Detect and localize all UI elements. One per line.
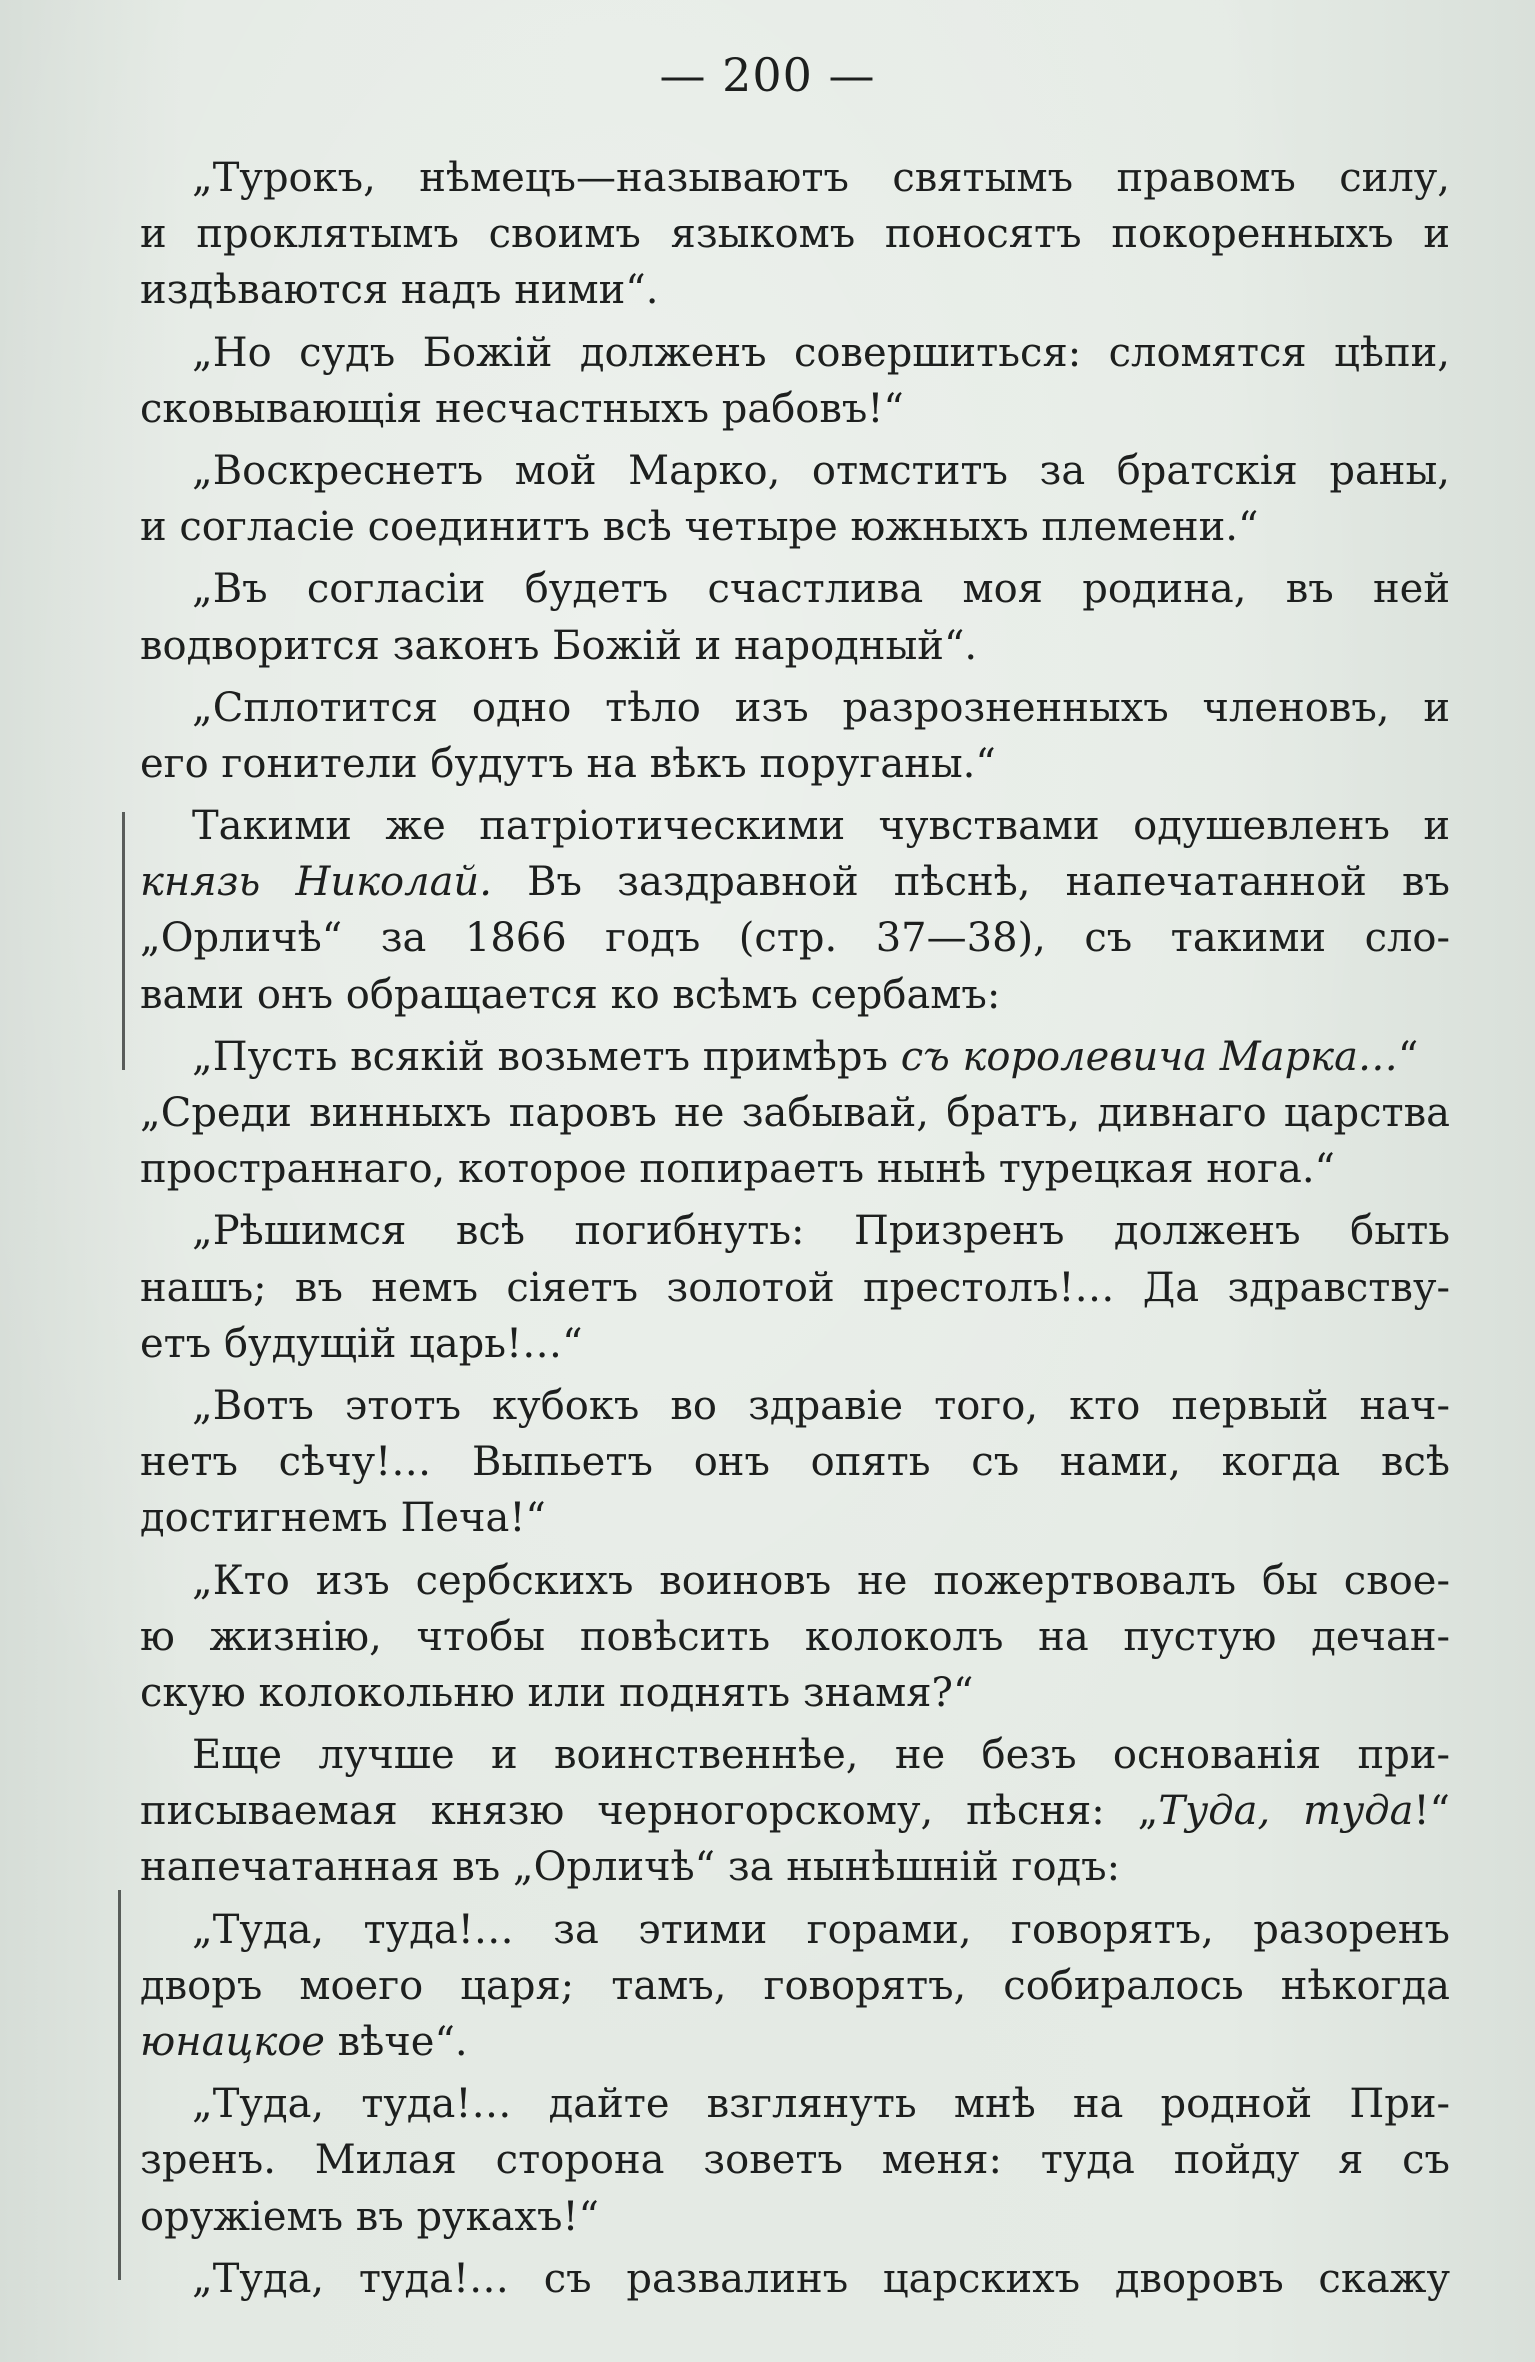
text-line: етъ будущій царь!…“ [140, 1320, 583, 1367]
text-line: пространнаго, которое попираетъ нынѣ турецкая нога.“ [140, 1146, 1335, 1193]
text-line: Еще лучше и воинственнѣе, не безъ основанія при- [192, 1732, 1450, 1779]
text-line: нетъ сѣчу!… Выпьетъ онъ опять съ нами, когда всѣ [140, 1439, 1450, 1486]
text-line: достигнемъ Печа!“ [140, 1495, 546, 1542]
text-line: ю жизнію, чтобы повѣсить колоколъ на пустую дечан- [140, 1613, 1450, 1660]
text-line: сковывающія несчастныхъ рабовъ!“ [140, 385, 904, 432]
text-segment: писываемая князю черногорскому, пѣсня: „ [140, 1788, 1159, 1835]
margin-mark-1 [122, 812, 125, 1070]
text-line: „Воскреснетъ мой Марко, отмститъ за братскія раны, [192, 447, 1450, 494]
text-line: „Сплотится одно тѣло изъ разрозненныхъ членовъ, и [192, 684, 1450, 731]
text-line: вами онъ обращается ко всѣмъ сербамъ: [140, 971, 1001, 1018]
text-line: „Орличѣ“ за 1866 годъ (стр. 37—38), съ такими сло- [140, 915, 1450, 962]
text-line: „Въ согласіи будетъ счастлива моя родина, въ ней [192, 566, 1450, 613]
text-line: „Рѣшимся всѣ погибнуть: Призренъ долженъ быть [192, 1208, 1450, 1255]
text-line: издѣваются надъ ними“. [140, 267, 659, 314]
text-line: дворъ моего царя; тамъ, говорятъ, собиралось нѣкогда [140, 1962, 1450, 2009]
italic-text: съ королевича Марка… [900, 1033, 1398, 1080]
text-line: „Турокъ, нѣмецъ—называютъ святымъ правомъ силу, [192, 155, 1450, 201]
text-line [140, 1783, 1450, 1839]
text-line: „Туда, туда!… дайте взглянуть мнѣ на родной При- [192, 2081, 1450, 2128]
text-line: скую колокольню или поднять знамя?“ [140, 1669, 974, 1716]
italic-text: князь Николай. [140, 859, 492, 906]
text-segment: !“ [1413, 1788, 1451, 1835]
text-line: нашъ; въ немъ сіяетъ золотой престолъ!… Да здравству- [140, 1264, 1450, 1311]
text-segment: “ [1397, 1033, 1419, 1080]
text-line: и проклятымъ своимъ языкомъ поносятъ покоренныхъ и [140, 211, 1450, 258]
italic-text: Туда, туда [1158, 1788, 1414, 1835]
text-line: „Вотъ этотъ кубокъ во здравіе того, кто первый нач- [192, 1382, 1450, 1429]
text-line: зренъ. Милая сторона зоветъ меня: туда пойду я съ [140, 2137, 1450, 2184]
text-line [140, 2014, 1450, 2070]
page-number: — 200 — [659, 48, 876, 102]
text-segment: „Пусть всякій возьметъ примѣръ [192, 1033, 901, 1080]
text-line: водворится законъ Божій и народный“. [140, 622, 978, 669]
text-line: „Туда, туда!… съ развалинъ царскихъ дворовъ скажу [192, 2255, 1450, 2302]
text-segment: вѣче“. [324, 2019, 468, 2065]
text-line: „Но судъ Божій долженъ совершиться: сломятся цѣпи, [192, 329, 1450, 376]
text-line: оружіемъ въ рукахъ!“ [140, 2193, 599, 2240]
body-text [140, 150, 1450, 2307]
text-line: „Среди винныхъ паровъ не забывай, братъ, дивнаго царства [140, 1090, 1450, 1136]
text-line: и согласіе соединитъ всѣ четыре южныхъ племени.“ [140, 504, 1259, 551]
margin-mark-2 [118, 1890, 121, 2280]
text-line [140, 854, 1450, 910]
text-line: напечатанная въ „Орличѣ“ за нынѣшній годъ: [140, 1844, 1121, 1891]
italic-text: юнацкое [140, 2019, 325, 2065]
text-line: его гонители будутъ на вѣкъ поруганы.“ [140, 740, 996, 787]
text-line [140, 1029, 1450, 1085]
text-line: Такими же патріотическими чувствами одушевленъ и [192, 803, 1450, 850]
text-line: „Кто изъ сербскихъ воиновъ не пожертвовалъ бы свое- [192, 1557, 1450, 1604]
text-line: „Туда, туда!… за этими горами, говорятъ, разоренъ [192, 1906, 1450, 1953]
text-segment: Въ заздравной пѣснѣ, напечатанной въ [491, 859, 1450, 906]
